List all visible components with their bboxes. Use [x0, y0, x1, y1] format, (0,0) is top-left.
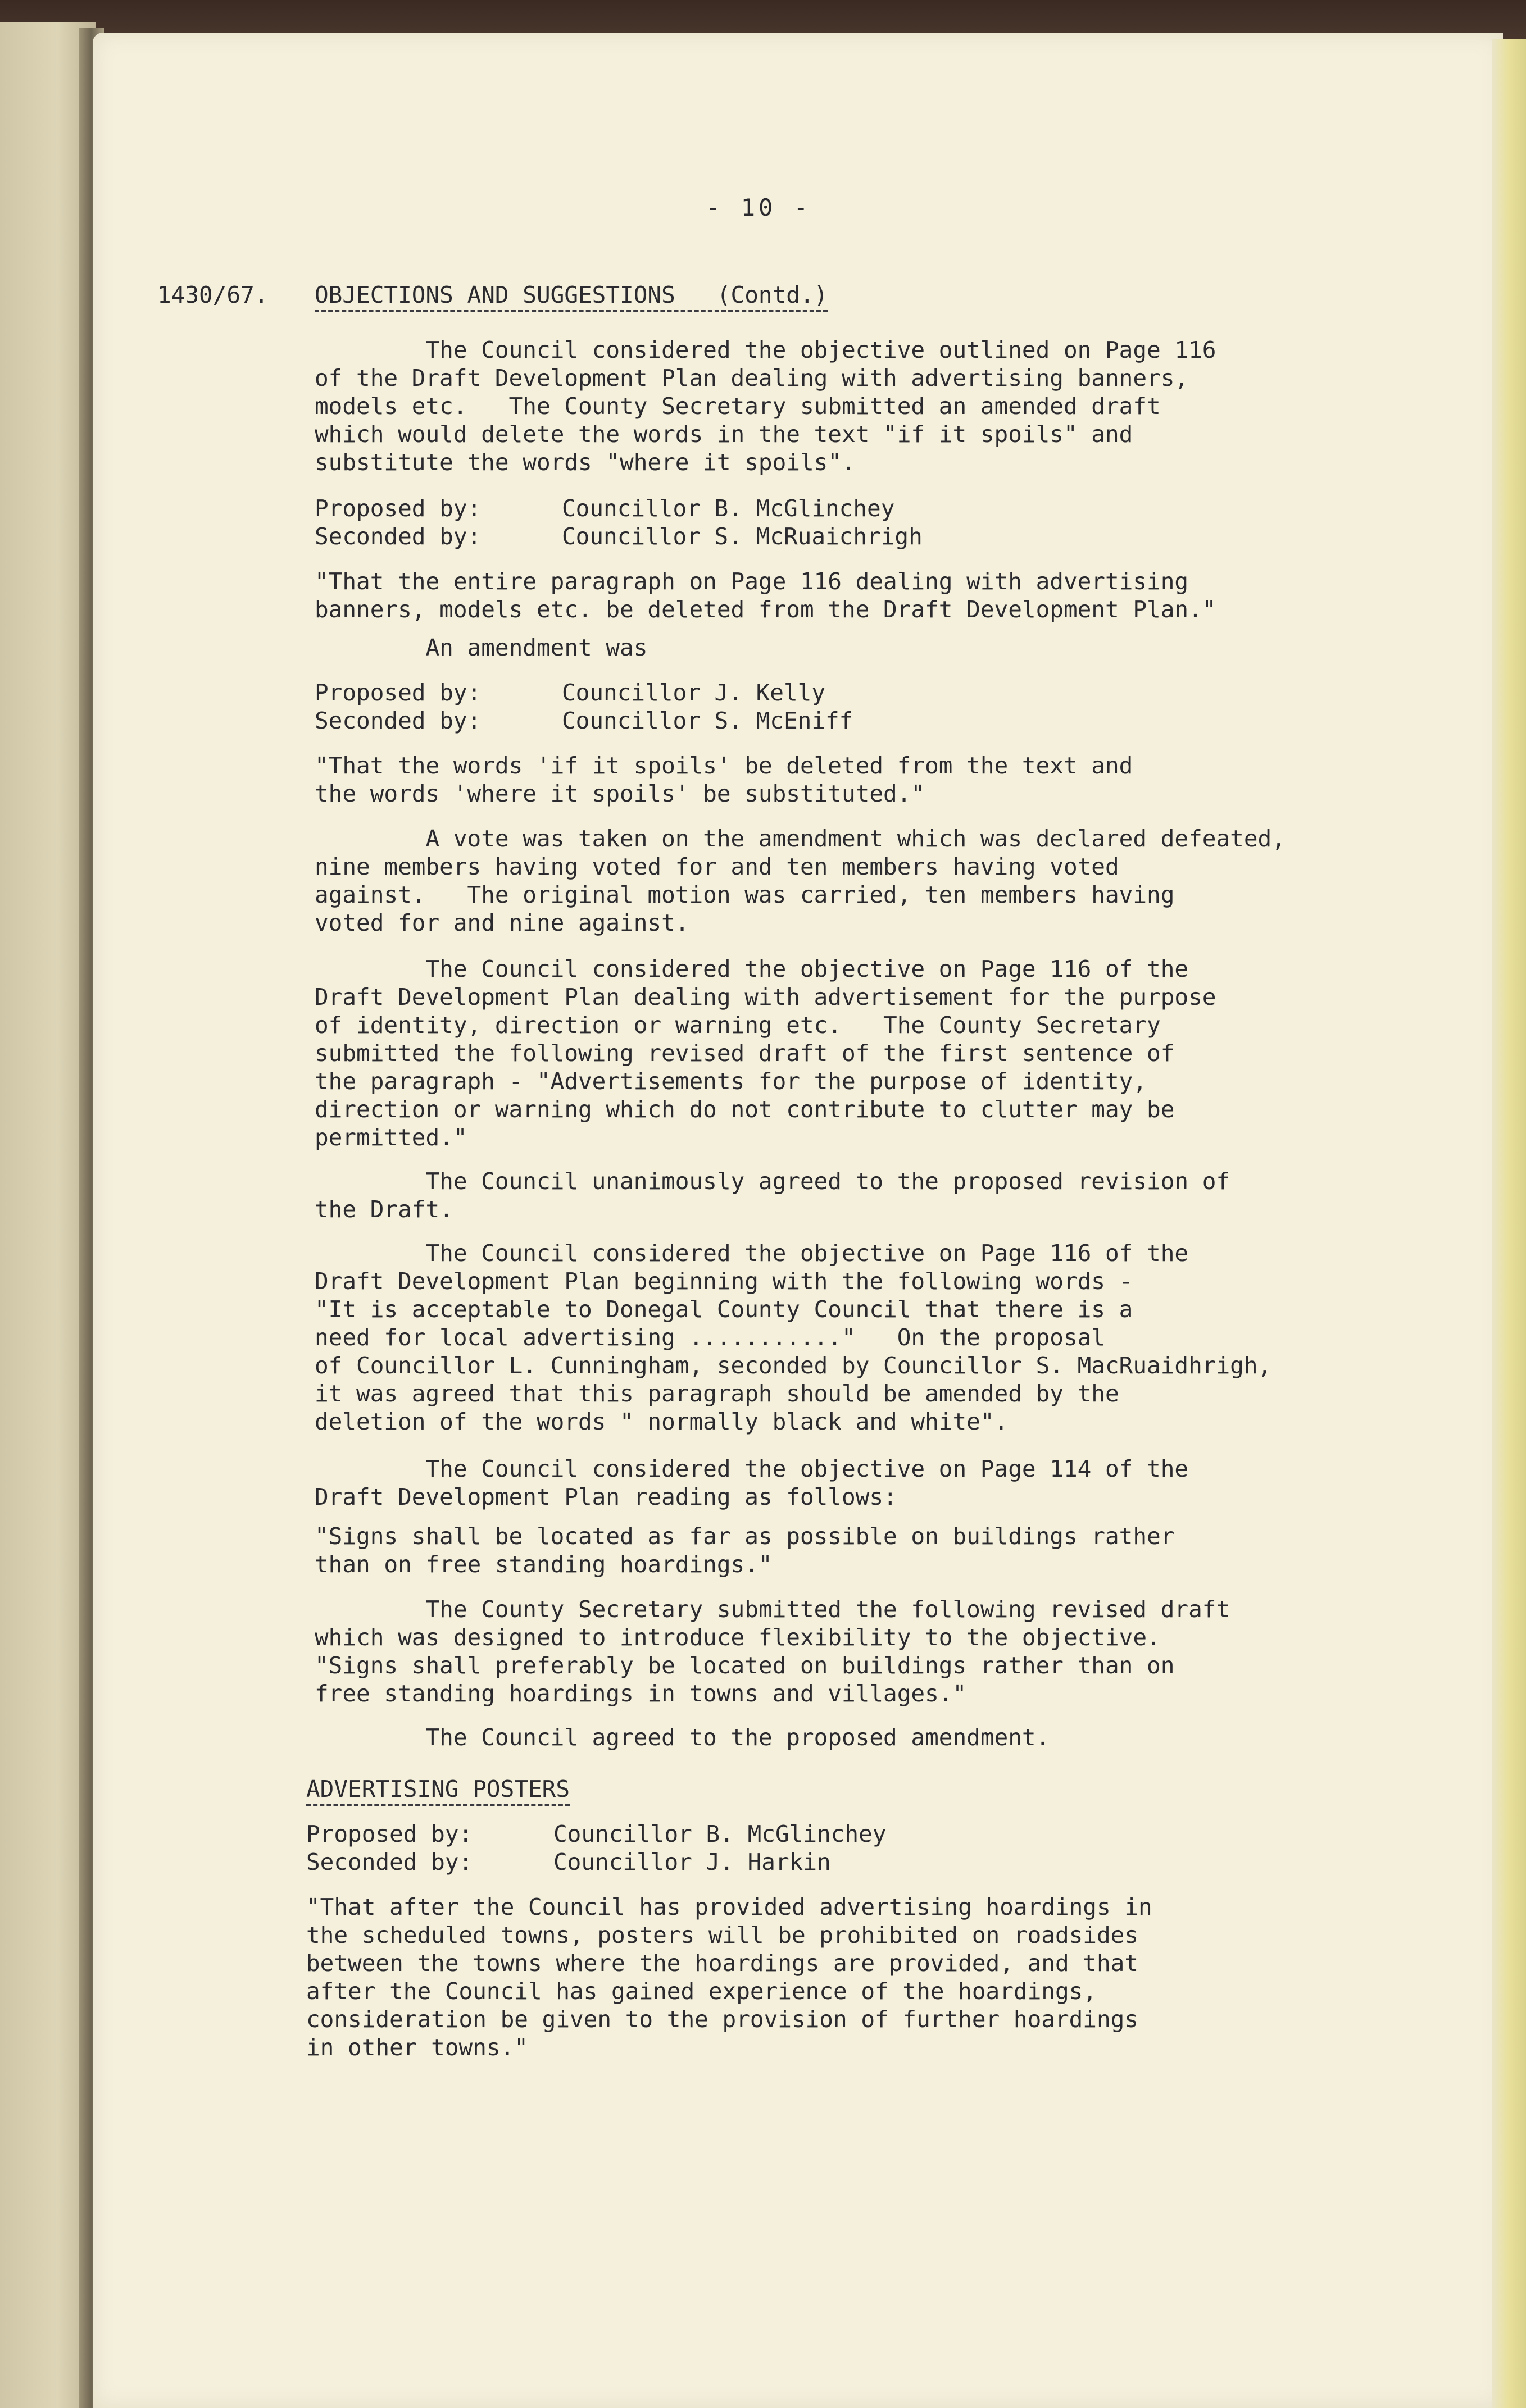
paragraph-revised-draft: The County Secretary submitted the following revised draft which was designed to introduce flexibility to the objective. "Signs shall preferably be located on buildings rather than on free standing hoardings in towns and villages.": [315, 1596, 1230, 1707]
proposer-name: Councillor B. McGlinchey: [553, 1820, 887, 1847]
proposer-row-3: [306, 1820, 886, 1848]
section-heading: [315, 281, 828, 312]
signs-quote: "Signs shall be located as far as possible on buildings rather than on free standing hoardings.": [315, 1523, 1175, 1578]
seconder-name: Councillor S. McRuaichrigh: [562, 523, 923, 550]
paragraph-revision-agreed: The Council unanimously agreed to the proposed revision of the Draft.: [315, 1168, 1230, 1223]
motion-quote-1: "That the entire paragraph on Page 116 dealing with advertising banners, models etc. be deleted from the Draft Development Plan.": [315, 568, 1216, 623]
paragraph-identity-signs: The Council considered the objective on Page 116 of the Draft Development Plan dealing with advertisement for the purpose of identity, direction or warning etc. The County Secretary submitted the following revised draft of the first sentence of the paragraph - "Advertisements for the purpose of identity, direction or warning which do not contribute to clutter may be permitted.": [315, 955, 1216, 1151]
proposer-name: Councillor J. Kelly: [562, 679, 825, 706]
minute-reference: 1430/67.: [157, 281, 269, 308]
heading-contd: (Contd.): [716, 281, 828, 308]
amendment-intro: An amendment was: [315, 634, 648, 661]
seconder-row-1: [315, 522, 923, 550]
advertising-posters-heading: ADVERTISING POSTERS: [306, 1775, 570, 1806]
paragraph-1: The Council considered the objective outlined on Page 116 of the Draft Development Plan dealing with advertising banners, models etc. The County Secretary submitted an amended draft which would delete the words in the text "if it spoils" and substitute the words "where it spoils".: [315, 336, 1216, 476]
seconder-row-2: [315, 707, 853, 735]
paragraph-local-advertising: The Council considered the objective on Page 116 of the Draft Development Plan beginning with the following words - "It is acceptable to Donegal County Council that there is a need for local advertising ..........." On the proposal of Councillor L. Cunningham, seconded by Councillor S. MacRuaidhrigh, it was agreed that this paragraph should be amended by the deletion of the words " normally black and white".: [315, 1240, 1272, 1435]
seconded-label: Seconded by:: [315, 707, 482, 734]
posters-motion-quote: "That after the Council has provided advertising hoardings in the scheduled towns, posters will be prohibited on roadsides between the towns where the hoardings are provided, and that after the Council has gained experience of the hoardings, consideration be given to the provision of further hoardings in other towns.": [306, 1893, 1152, 2061]
page-number: - 10 -: [706, 194, 811, 221]
seconder-name: Councillor J. Harkin: [553, 1849, 831, 1876]
proposer-name: Councillor B. McGlinchey: [562, 495, 895, 522]
proposed-label: Proposed by:: [306, 1820, 473, 1847]
heading-title: OBJECTIONS AND SUGGESTIONS: [315, 281, 675, 308]
amendment-quote: "That the words 'if it spoils' be deleted from the text and the words 'where it spoils' be substituted.": [315, 752, 1133, 807]
paragraph-amendment-agreed: The Council agreed to the proposed amendment.: [315, 1724, 1050, 1751]
seconded-label: Seconded by:: [315, 523, 482, 550]
proposer-row-1: [315, 494, 894, 522]
seconder-name: Councillor S. McEniff: [562, 707, 853, 734]
proposed-label: Proposed by:: [315, 495, 482, 522]
proposed-label: Proposed by:: [315, 679, 482, 706]
paragraph-vote: A vote was taken on the amendment which was declared defeated, nine members having voted for and ten members having voted against. The original motion was carried, ten members having voted for and nine against.: [315, 825, 1286, 936]
proposer-row-2: [315, 679, 825, 707]
seconder-row-3: [306, 1848, 831, 1876]
seconded-label: Seconded by:: [306, 1849, 473, 1876]
paragraph-page-114: The Council considered the objective on Page 114 of the Draft Development Plan reading as follows:: [315, 1455, 1189, 1510]
